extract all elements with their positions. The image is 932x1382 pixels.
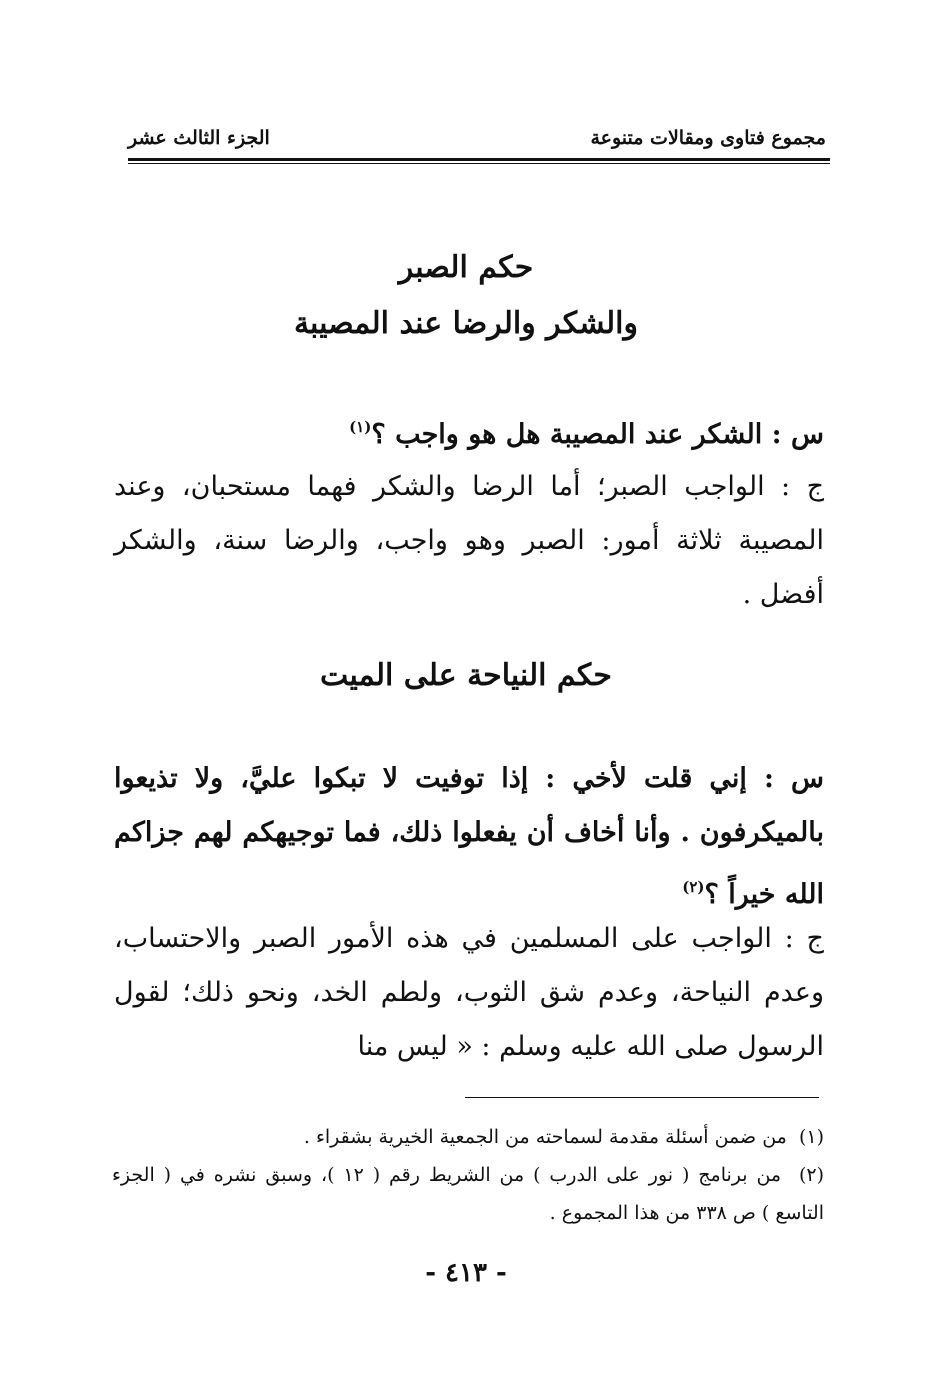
- section-title-patience: حكم الصبر: [398, 250, 534, 285]
- footnote-1-text: من ضمن أسئلة مقدمة لسماحته من الجمعية الخيرية بشقراء .: [303, 1126, 787, 1148]
- answer-2: ج : الواجب على المسلمين في هذه الأمور الصبر والاحتساب، وعدم النياحة، وعدم شق الثوب، ولطم الخد، ونحو ذلك؛ لقول الرسول صلى الله عليه وسلم : « ليس منا: [114, 923, 824, 1062]
- footnote-ref-2: (٢): [682, 878, 705, 896]
- header-rule-thin: [128, 163, 830, 164]
- header-rule-thick: [128, 158, 830, 161]
- section-title-lamentation: حكم النياحة على الميت: [320, 658, 612, 693]
- question-1: [114, 400, 824, 462]
- footnote-2-text: من برنامج ( نور على الدرب ) من الشريط رقم ( ١٢ )، وسبق نشره في ( الجزء التاسع ) ص ٣٣٨ من هذا المجموع .: [112, 1164, 824, 1224]
- question-2-text: س : إني قلت لأخي : إذا توفيت لا تبكوا عليَّ، ولا تذيعوا بالميكرفون . وأنا أخاف أن يفعلوا ذلك، فما توجيهكم لهم جزاكم الله خيراً ؟: [114, 763, 824, 910]
- footnote-2: [112, 1156, 824, 1232]
- question-1-text: س : الشكر عند المصيبة هل هو واجب ؟: [371, 419, 824, 450]
- footnote-separator: [465, 1097, 819, 1098]
- page-number: - ٤١٣ -: [425, 1258, 507, 1288]
- footnote-2-marker: (٢): [798, 1164, 824, 1186]
- section-subtitle-patience: والشكر والرضا عند المصيبة: [293, 306, 639, 341]
- footnote-ref-1: (١): [349, 418, 372, 436]
- footnote-1: [112, 1118, 824, 1156]
- footnote-1-marker: (١): [798, 1126, 824, 1148]
- running-header-book-title: مجموع فتاوى ومقالات متنوعة: [590, 127, 826, 149]
- question-2: [114, 752, 824, 922]
- answer-1: ج : الواجب الصبر؛ أما الرضا والشكر فهما مستحبان، وعند المصيبة ثلاثة أمور: الصبر وهو واجب، والرضا سنة، والشكر أفضل .: [114, 471, 824, 610]
- running-header-volume: الجزء الثالث عشر: [128, 127, 270, 149]
